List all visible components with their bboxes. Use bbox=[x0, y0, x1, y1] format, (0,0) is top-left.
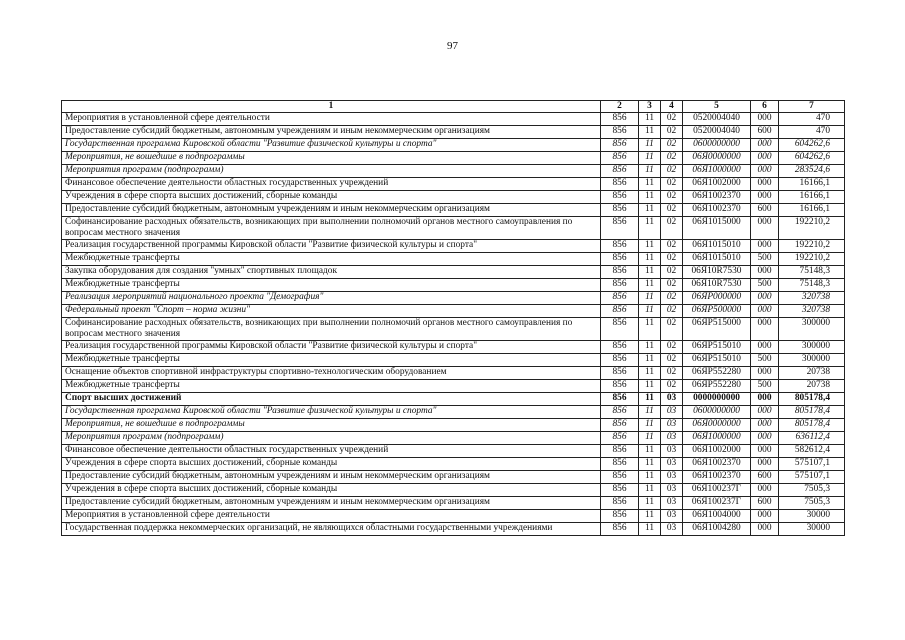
row-col4-cell: 02 bbox=[661, 380, 683, 393]
row-col4-cell: 02 bbox=[661, 165, 683, 178]
row-col5-cell: 06ЯР000000 bbox=[683, 292, 751, 305]
row-col4-cell: 02 bbox=[661, 191, 683, 204]
row-col4-cell: 02 bbox=[661, 354, 683, 367]
row-col5-cell: 06ЯР552280 bbox=[683, 367, 751, 380]
row-col3-cell: 11 bbox=[639, 497, 661, 510]
table-row bbox=[62, 341, 845, 354]
row-col3-cell: 11 bbox=[639, 266, 661, 279]
row-amount-cell: 16166,1 bbox=[779, 204, 845, 217]
row-col6-cell: 000 bbox=[751, 152, 779, 165]
row-col6-cell: 600 bbox=[751, 497, 779, 510]
row-amount-cell: 30000 bbox=[779, 523, 845, 536]
row-col4-cell: 03 bbox=[661, 484, 683, 497]
row-amount-cell: 320738 bbox=[779, 292, 845, 305]
row-col5-cell: 0600000000 bbox=[683, 139, 751, 152]
row-col2-cell: 856 bbox=[601, 458, 639, 471]
row-amount-cell: 192210,2 bbox=[779, 217, 845, 240]
row-name-cell: Мероприятия, не вошедшие в подпрограммы bbox=[62, 419, 601, 432]
row-name-cell: Предоставление субсидий бюджетным, автономным учреждениям и иным некоммерческим организациям bbox=[62, 204, 601, 217]
row-col2-cell: 856 bbox=[601, 393, 639, 406]
row-col2-cell: 856 bbox=[601, 510, 639, 523]
row-amount-cell: 192210,2 bbox=[779, 253, 845, 266]
row-col6-cell: 000 bbox=[751, 318, 779, 341]
row-name-cell: Оснащение объектов спортивной инфраструктуры спортивно-технологическим оборудованием bbox=[62, 367, 601, 380]
row-name-cell: Учреждения в сфере спорта высших достижений, сборные команды bbox=[62, 484, 601, 497]
row-name-cell: Финансовое обеспечение деятельности областных государственных учреждений bbox=[62, 178, 601, 191]
row-col6-cell: 000 bbox=[751, 139, 779, 152]
row-amount-cell: 604262,6 bbox=[779, 139, 845, 152]
row-name-cell: Закупка оборудования для создания "умных" спортивных площадок bbox=[62, 266, 601, 279]
page-number: 97 bbox=[447, 40, 458, 52]
row-col2-cell: 856 bbox=[601, 204, 639, 217]
row-amount-cell: 75148,3 bbox=[779, 266, 845, 279]
table-row bbox=[62, 292, 845, 305]
row-col6-cell: 000 bbox=[751, 305, 779, 318]
row-col2-cell: 856 bbox=[601, 152, 639, 165]
row-col5-cell: 06Я1004280 bbox=[683, 523, 751, 536]
row-col3-cell: 11 bbox=[639, 204, 661, 217]
row-col5-cell: 06ЯР515010 bbox=[683, 341, 751, 354]
row-col3-cell: 11 bbox=[639, 432, 661, 445]
row-col5-cell: 06ЯР552280 bbox=[683, 380, 751, 393]
row-name-cell: Предоставление субсидий бюджетным, автономным учреждениям и иным некоммерческим организациям bbox=[62, 497, 601, 510]
row-col5-cell: 06Я100237Г bbox=[683, 497, 751, 510]
table-row bbox=[62, 406, 845, 419]
table-row bbox=[62, 380, 845, 393]
row-col5-cell: 0520004040 bbox=[683, 113, 751, 126]
table-row bbox=[62, 432, 845, 445]
row-col5-cell: 0000000000 bbox=[683, 393, 751, 406]
row-col6-cell: 000 bbox=[751, 113, 779, 126]
row-col6-cell: 500 bbox=[751, 380, 779, 393]
row-col2-cell: 856 bbox=[601, 126, 639, 139]
table-row bbox=[62, 217, 845, 240]
row-col5-cell: 06Я10R7530 bbox=[683, 279, 751, 292]
row-col6-cell: 000 bbox=[751, 432, 779, 445]
row-col6-cell: 000 bbox=[751, 367, 779, 380]
row-name-cell: Софинансирование расходных обязательств, возникающих при выполнении полномочий органов местного самоуправления по вопросам местного значения bbox=[62, 217, 601, 240]
row-col5-cell: 06ЯР500000 bbox=[683, 305, 751, 318]
row-col2-cell: 856 bbox=[601, 523, 639, 536]
row-col4-cell: 02 bbox=[661, 253, 683, 266]
row-name-cell: Учреждения в сфере спорта высших достижений, сборные команды bbox=[62, 191, 601, 204]
row-name-cell: Финансовое обеспечение деятельности областных государственных учреждений bbox=[62, 445, 601, 458]
budget-table bbox=[61, 100, 845, 536]
row-col5-cell: 06Я1015000 bbox=[683, 217, 751, 240]
table-row bbox=[62, 165, 845, 178]
row-col6-cell: 500 bbox=[751, 354, 779, 367]
row-col4-cell: 02 bbox=[661, 279, 683, 292]
row-amount-cell: 7505,3 bbox=[779, 497, 845, 510]
row-col3-cell: 11 bbox=[639, 253, 661, 266]
row-col2-cell: 856 bbox=[601, 139, 639, 152]
row-amount-cell: 470 bbox=[779, 126, 845, 139]
row-col5-cell: 06Я100237Г bbox=[683, 484, 751, 497]
row-col3-cell: 11 bbox=[639, 126, 661, 139]
row-amount-cell: 575107,1 bbox=[779, 471, 845, 484]
row-col2-cell: 856 bbox=[601, 217, 639, 240]
table-row bbox=[62, 266, 845, 279]
row-col6-cell: 600 bbox=[751, 126, 779, 139]
table-row bbox=[62, 523, 845, 536]
row-col4-cell: 02 bbox=[661, 341, 683, 354]
row-amount-cell: 575107,1 bbox=[779, 458, 845, 471]
row-col5-cell: 0520004040 bbox=[683, 126, 751, 139]
row-col6-cell: 000 bbox=[751, 165, 779, 178]
row-col2-cell: 856 bbox=[601, 318, 639, 341]
row-col4-cell: 03 bbox=[661, 393, 683, 406]
table-row bbox=[62, 354, 845, 367]
row-name-cell: Государственная программа Кировской области "Развитие физической культуры и спорта" bbox=[62, 406, 601, 419]
header-cell: 2 bbox=[601, 101, 639, 113]
row-col3-cell: 11 bbox=[639, 458, 661, 471]
row-col4-cell: 03 bbox=[661, 432, 683, 445]
row-col2-cell: 856 bbox=[601, 113, 639, 126]
row-col3-cell: 11 bbox=[639, 178, 661, 191]
row-col2-cell: 856 bbox=[601, 354, 639, 367]
table-row bbox=[62, 367, 845, 380]
row-col2-cell: 856 bbox=[601, 497, 639, 510]
table-row bbox=[62, 178, 845, 191]
table-row bbox=[62, 240, 845, 253]
row-col6-cell: 500 bbox=[751, 253, 779, 266]
row-col4-cell: 02 bbox=[661, 217, 683, 240]
header-cell: 5 bbox=[683, 101, 751, 113]
row-name-cell: Межбюджетные трансферты bbox=[62, 354, 601, 367]
row-name-cell: Мероприятия программ (подпрограмм) bbox=[62, 165, 601, 178]
row-col6-cell: 500 bbox=[751, 279, 779, 292]
row-col5-cell: 06Я1004000 bbox=[683, 510, 751, 523]
row-amount-cell: 805178,4 bbox=[779, 406, 845, 419]
row-col6-cell: 000 bbox=[751, 292, 779, 305]
row-col2-cell: 856 bbox=[601, 484, 639, 497]
row-amount-cell: 20738 bbox=[779, 367, 845, 380]
row-name-cell: Межбюджетные трансферты bbox=[62, 380, 601, 393]
row-col3-cell: 11 bbox=[639, 354, 661, 367]
row-col2-cell: 856 bbox=[601, 191, 639, 204]
table-row bbox=[62, 484, 845, 497]
row-col4-cell: 02 bbox=[661, 305, 683, 318]
table-row bbox=[62, 191, 845, 204]
row-col6-cell: 000 bbox=[751, 445, 779, 458]
row-col3-cell: 11 bbox=[639, 113, 661, 126]
row-col2-cell: 856 bbox=[601, 471, 639, 484]
table-row bbox=[62, 204, 845, 217]
row-col3-cell: 11 bbox=[639, 191, 661, 204]
row-col2-cell: 856 bbox=[601, 165, 639, 178]
row-col2-cell: 856 bbox=[601, 240, 639, 253]
row-name-cell: Предоставление субсидий бюджетным, автономным учреждениям и иным некоммерческим организациям bbox=[62, 126, 601, 139]
row-name-cell: Мероприятия программ (подпрограмм) bbox=[62, 432, 601, 445]
row-col2-cell: 856 bbox=[601, 445, 639, 458]
table-row bbox=[62, 471, 845, 484]
row-col4-cell: 02 bbox=[661, 266, 683, 279]
row-col5-cell: 06Я1015010 bbox=[683, 253, 751, 266]
row-col6-cell: 000 bbox=[751, 406, 779, 419]
row-col2-cell: 856 bbox=[601, 432, 639, 445]
row-col2-cell: 856 bbox=[601, 279, 639, 292]
row-name-cell: Реализация мероприятий национального проекта "Демография" bbox=[62, 292, 601, 305]
row-col2-cell: 856 bbox=[601, 292, 639, 305]
header-cell: 4 bbox=[661, 101, 683, 113]
table-row bbox=[62, 126, 845, 139]
table-row bbox=[62, 305, 845, 318]
row-name-cell: Государственная поддержка некоммерческих организаций, не являющихся областными государственными учреждениями bbox=[62, 523, 601, 536]
row-name-cell: Учреждения в сфере спорта высших достижений, сборные команды bbox=[62, 458, 601, 471]
row-col4-cell: 02 bbox=[661, 240, 683, 253]
row-col3-cell: 11 bbox=[639, 341, 661, 354]
header-cell: 6 bbox=[751, 101, 779, 113]
row-amount-cell: 300000 bbox=[779, 341, 845, 354]
row-col5-cell: 06Я1015010 bbox=[683, 240, 751, 253]
row-col6-cell: 000 bbox=[751, 458, 779, 471]
row-amount-cell: 582612,4 bbox=[779, 445, 845, 458]
table-body bbox=[62, 113, 845, 536]
row-col4-cell: 02 bbox=[661, 318, 683, 341]
row-name-cell: Реализация государственной программы Кировской области "Развитие физической культуры и спорта" bbox=[62, 341, 601, 354]
row-col4-cell: 03 bbox=[661, 471, 683, 484]
row-col4-cell: 03 bbox=[661, 419, 683, 432]
row-col2-cell: 856 bbox=[601, 341, 639, 354]
row-col6-cell: 000 bbox=[751, 191, 779, 204]
row-col4-cell: 02 bbox=[661, 178, 683, 191]
header-cell: 7 bbox=[779, 101, 845, 113]
row-col6-cell: 000 bbox=[751, 217, 779, 240]
table-row bbox=[62, 279, 845, 292]
table-row bbox=[62, 113, 845, 126]
row-col5-cell: 06Я1002370 bbox=[683, 204, 751, 217]
row-col2-cell: 856 bbox=[601, 253, 639, 266]
table-row bbox=[62, 152, 845, 165]
table-row bbox=[62, 139, 845, 152]
row-col2-cell: 856 bbox=[601, 406, 639, 419]
row-col3-cell: 11 bbox=[639, 471, 661, 484]
row-name-cell: Мероприятия в установленной сфере деятельности bbox=[62, 510, 601, 523]
row-col3-cell: 11 bbox=[639, 510, 661, 523]
row-col4-cell: 02 bbox=[661, 367, 683, 380]
row-name-cell: Софинансирование расходных обязательств, возникающих при выполнении полномочий органов местного самоуправления по вопросам местного значения bbox=[62, 318, 601, 341]
row-col6-cell: 000 bbox=[751, 341, 779, 354]
table-row bbox=[62, 458, 845, 471]
row-col5-cell: 06Я1002000 bbox=[683, 178, 751, 191]
row-amount-cell: 300000 bbox=[779, 318, 845, 341]
row-amount-cell: 805178,4 bbox=[779, 419, 845, 432]
row-name-cell: Государственная программа Кировской области "Развитие физической культуры и спорта" bbox=[62, 139, 601, 152]
row-col4-cell: 02 bbox=[661, 139, 683, 152]
row-amount-cell: 192210,2 bbox=[779, 240, 845, 253]
row-col2-cell: 856 bbox=[601, 305, 639, 318]
row-col3-cell: 11 bbox=[639, 367, 661, 380]
row-col4-cell: 02 bbox=[661, 152, 683, 165]
row-col2-cell: 856 bbox=[601, 380, 639, 393]
row-name-cell: Мероприятия, не вошедшие в подпрограммы bbox=[62, 152, 601, 165]
row-col5-cell: 06ЯР515010 bbox=[683, 354, 751, 367]
row-col5-cell: 06Я1002370 bbox=[683, 458, 751, 471]
row-col4-cell: 02 bbox=[661, 126, 683, 139]
row-amount-cell: 30000 bbox=[779, 510, 845, 523]
row-col3-cell: 11 bbox=[639, 484, 661, 497]
row-col3-cell: 11 bbox=[639, 152, 661, 165]
row-amount-cell: 636112,4 bbox=[779, 432, 845, 445]
table-row bbox=[62, 318, 845, 341]
row-col5-cell: 06ЯР515000 bbox=[683, 318, 751, 341]
row-col3-cell: 11 bbox=[639, 523, 661, 536]
table-row bbox=[62, 497, 845, 510]
row-col3-cell: 11 bbox=[639, 318, 661, 341]
row-col3-cell: 11 bbox=[639, 279, 661, 292]
row-col5-cell: 0600000000 bbox=[683, 406, 751, 419]
header-cell: 1 bbox=[62, 101, 601, 113]
row-col2-cell: 856 bbox=[601, 419, 639, 432]
row-name-cell: Межбюджетные трансферты bbox=[62, 279, 601, 292]
row-amount-cell: 470 bbox=[779, 113, 845, 126]
row-amount-cell: 604262,6 bbox=[779, 152, 845, 165]
row-col4-cell: 03 bbox=[661, 523, 683, 536]
row-col5-cell: 06Я1002370 bbox=[683, 471, 751, 484]
row-col4-cell: 03 bbox=[661, 445, 683, 458]
table-row bbox=[62, 445, 845, 458]
row-amount-cell: 320738 bbox=[779, 305, 845, 318]
row-amount-cell: 75148,3 bbox=[779, 279, 845, 292]
row-name-cell: Межбюджетные трансферты bbox=[62, 253, 601, 266]
row-col4-cell: 03 bbox=[661, 510, 683, 523]
row-col4-cell: 03 bbox=[661, 497, 683, 510]
row-col2-cell: 856 bbox=[601, 178, 639, 191]
table-row bbox=[62, 393, 845, 406]
row-amount-cell: 16166,1 bbox=[779, 178, 845, 191]
row-amount-cell: 7505,3 bbox=[779, 484, 845, 497]
row-col4-cell: 02 bbox=[661, 113, 683, 126]
row-col6-cell: 000 bbox=[751, 266, 779, 279]
row-col2-cell: 856 bbox=[601, 266, 639, 279]
row-amount-cell: 20738 bbox=[779, 380, 845, 393]
row-col3-cell: 11 bbox=[639, 165, 661, 178]
row-col6-cell: 000 bbox=[751, 393, 779, 406]
row-col3-cell: 11 bbox=[639, 419, 661, 432]
row-amount-cell: 300000 bbox=[779, 354, 845, 367]
row-amount-cell: 16166,1 bbox=[779, 191, 845, 204]
row-col6-cell: 000 bbox=[751, 484, 779, 497]
table-row bbox=[62, 419, 845, 432]
row-col6-cell: 000 bbox=[751, 510, 779, 523]
row-col6-cell: 000 bbox=[751, 419, 779, 432]
table-row bbox=[62, 253, 845, 266]
row-amount-cell: 805178,4 bbox=[779, 393, 845, 406]
row-col6-cell: 000 bbox=[751, 240, 779, 253]
table-row bbox=[62, 510, 845, 523]
row-col5-cell: 06Я1000000 bbox=[683, 165, 751, 178]
row-amount-cell: 283524,6 bbox=[779, 165, 845, 178]
row-name-cell: Мероприятия в установленной сфере деятельности bbox=[62, 113, 601, 126]
row-col5-cell: 06Я1000000 bbox=[683, 432, 751, 445]
row-col6-cell: 000 bbox=[751, 523, 779, 536]
row-col3-cell: 11 bbox=[639, 406, 661, 419]
row-name-cell: Федеральный проект "Спорт – норма жизни" bbox=[62, 305, 601, 318]
row-col3-cell: 11 bbox=[639, 305, 661, 318]
row-col3-cell: 11 bbox=[639, 393, 661, 406]
row-col6-cell: 000 bbox=[751, 178, 779, 191]
row-col4-cell: 02 bbox=[661, 292, 683, 305]
row-col3-cell: 11 bbox=[639, 240, 661, 253]
row-col6-cell: 600 bbox=[751, 204, 779, 217]
header-cell: 3 bbox=[639, 101, 661, 113]
row-col3-cell: 11 bbox=[639, 445, 661, 458]
row-col5-cell: 06Я1002000 bbox=[683, 445, 751, 458]
row-col5-cell: 06Я0000000 bbox=[683, 152, 751, 165]
row-name-cell: Предоставление субсидий бюджетным, автономным учреждениям и иным некоммерческим организациям bbox=[62, 471, 601, 484]
row-col3-cell: 11 bbox=[639, 217, 661, 240]
row-col4-cell: 03 bbox=[661, 406, 683, 419]
row-col4-cell: 02 bbox=[661, 204, 683, 217]
row-col3-cell: 11 bbox=[639, 292, 661, 305]
row-name-cell: Реализация государственной программы Кировской области "Развитие физической культуры и спорта" bbox=[62, 240, 601, 253]
row-col3-cell: 11 bbox=[639, 380, 661, 393]
row-name-cell: Спорт высших достижений bbox=[62, 393, 601, 406]
row-col5-cell: 06Я0000000 bbox=[683, 419, 751, 432]
table-header-row bbox=[62, 101, 845, 113]
row-col3-cell: 11 bbox=[639, 139, 661, 152]
row-col5-cell: 06Я1002370 bbox=[683, 191, 751, 204]
row-col6-cell: 600 bbox=[751, 471, 779, 484]
row-col5-cell: 06Я10R7530 bbox=[683, 266, 751, 279]
row-col4-cell: 03 bbox=[661, 458, 683, 471]
row-col2-cell: 856 bbox=[601, 367, 639, 380]
